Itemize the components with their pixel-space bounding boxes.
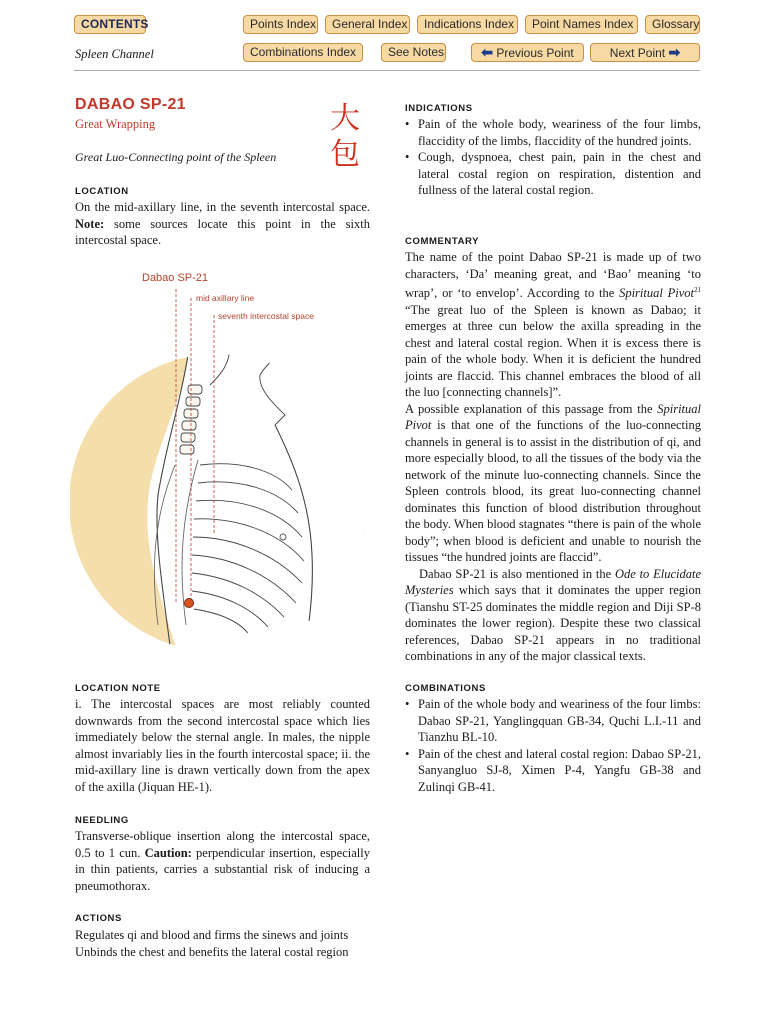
location-note-label: Note: — [75, 216, 105, 231]
contents-button[interactable]: CONTENTS — [74, 15, 146, 34]
commentary-paragraph-2: A possible explanation of this passage from the Spiritual Pivot is that one of the functions of the luo-connecting channels in general is to assist in the distribution of qi, and more especially blood, to all the tissues of the body via the network of the minute luo-connecting channels. Since the Spleen controls blood, its great luo-connecting channel dominates this function of blood distribution throughout the body. When blood stagnates “there is pain of the whole body”; when blood is deficient and unable to nourish the tissues “the hundred joints are flaccid”. — [405, 401, 701, 565]
chinese-character-bao: 包 — [330, 137, 360, 172]
next-point-button[interactable] — [590, 43, 700, 62]
footnote-marker: 21 — [694, 286, 701, 294]
combination-item: • Pain of the whole body and weariness of the four limbs: Dabao SP-21, Yanglingquan GB-34, Quchi L.I.-11 and Tianzhu BL-10. — [405, 696, 701, 746]
combinations-heading: COMBINATIONS — [405, 683, 486, 694]
action-item: Unbinds the chest and benefits the lateral costal region — [75, 944, 349, 959]
torso-illustration — [70, 265, 370, 665]
chinese-character-da: 大 — [330, 101, 360, 136]
previous-point-button[interactable] — [471, 43, 584, 62]
actions-list — [75, 927, 375, 960]
commentary-heading: COMMENTARY — [405, 236, 480, 247]
points-index-button[interactable]: Points Index — [243, 15, 318, 34]
previous-point-label: Previous Point — [496, 46, 574, 60]
indications-list — [405, 116, 701, 199]
commentary-text — [405, 249, 701, 665]
general-index-button[interactable]: General Index — [325, 15, 410, 34]
point-title: DABAO SP-21 — [75, 96, 186, 113]
indication-item: • Pain of the whole body, weariness of the four limbs, flaccidity of the limbs, flaccidity of the hundred joints. — [405, 116, 701, 149]
channel-label: Spleen Channel — [75, 47, 154, 61]
caution-label: Caution: — [144, 845, 192, 860]
anatomical-figure — [70, 265, 370, 665]
commentary-paragraph-3: Dabao SP-21 is also mentioned in the Ode to Elucidate Mysteries which says that it dominates the upper region (Tianshu ST-25 dominates the middle region and Diji SP-8 dominates the lower region). Despite these two classical references, Dabao SP-21 appears in no traditional combinations in any of the major classical texts. — [405, 566, 702, 664]
location-note-heading: LOCATION NOTE — [75, 683, 161, 694]
combinations-list — [405, 696, 701, 795]
figure-line1-label: mid axillary line — [196, 293, 255, 303]
luo-point-label: Great Luo-Connecting point of the Spleen — [75, 150, 277, 164]
source-title: Ode to Elucidate Mysteries — [405, 566, 702, 598]
indications-index-button[interactable]: Indications Index — [417, 15, 518, 34]
source-title: Spiritual Pivot — [619, 286, 694, 301]
combinations-index-button[interactable]: Combinations Index — [243, 43, 363, 62]
action-item: Regulates qi and blood and firms the sinews and joints — [75, 928, 349, 942]
arrow-right-icon: ➡ — [668, 44, 681, 60]
figure-line2-label: seventh intercostal space — [218, 311, 314, 321]
point-english-name: Great Wrapping — [75, 117, 156, 131]
needling-text: Transverse-oblique insertion along the intercostal space, 0.5 to 1 cun. Caution: perpendicular insertion, especially in thin patients, carries a substantial risk of inducing a pneumothorax. — [75, 829, 370, 893]
needling-heading: NEEDLING — [75, 815, 129, 826]
figure-point-label: Dabao SP-21 — [142, 272, 209, 284]
indication-item: • Cough, dyspnoea, chest pain, pain in the chest and lateral costal region on respiration, distention and fullness of the lateral costal region. — [405, 149, 701, 199]
glossary-button[interactable]: Glossary — [645, 15, 700, 34]
header-divider — [74, 70, 700, 71]
combination-item: • Pain of the chest and lateral costal region: Dabao SP-21, Sanyangluo SJ-8, Ximen P-4, Yangfu GB-38 and Zulinqi GB-41. — [405, 746, 701, 796]
next-point-label: Next Point — [609, 46, 666, 60]
see-notes-button[interactable]: See Notes — [381, 43, 446, 62]
location-text: On the mid-axillary line, in the seventh intercostal space. Note: some sources locate this point in the sixth intercostal space. — [75, 200, 370, 247]
actions-heading: ACTIONS — [75, 913, 122, 924]
point-names-index-button[interactable]: Point Names Index — [525, 15, 638, 34]
indications-heading: INDICATIONS — [405, 103, 473, 114]
arrow-left-icon: ⬅ — [481, 44, 493, 60]
location-heading: LOCATION — [75, 186, 129, 197]
commentary-paragraph-1: The name of the point Dabao SP-21 is made up of two characters, ‘Da’ meaning great, and ‘Bao’ meaning ‘to wrap’, or ‘to envelop’. According to the Spiritual Pivot$^{21}$ “The great luo of the Spleen is known as Dabao; it emerges at three cun below the axilla spreading in the chest and lateral costal region. When it is excess there is pain of the whole body. When it is deficient the hundred joints are flaccid. This channel embraces the blood of all the luo [connecting channels]”. — [405, 250, 701, 400]
source-title: Spiritual Pivot — [405, 401, 701, 433]
acupoint-marker — [185, 599, 194, 608]
location-note-text: i. The intercostal spaces are most reliably counted downwards from the second intercostal space which lies immediately below the sternal angle. In males, the nipple almost invariably lies in the fourth intercostal space; ii. the mid-axillary line is drawn vertically down from the apex of the axilla (Jiquan HE-1). — [75, 697, 370, 794]
